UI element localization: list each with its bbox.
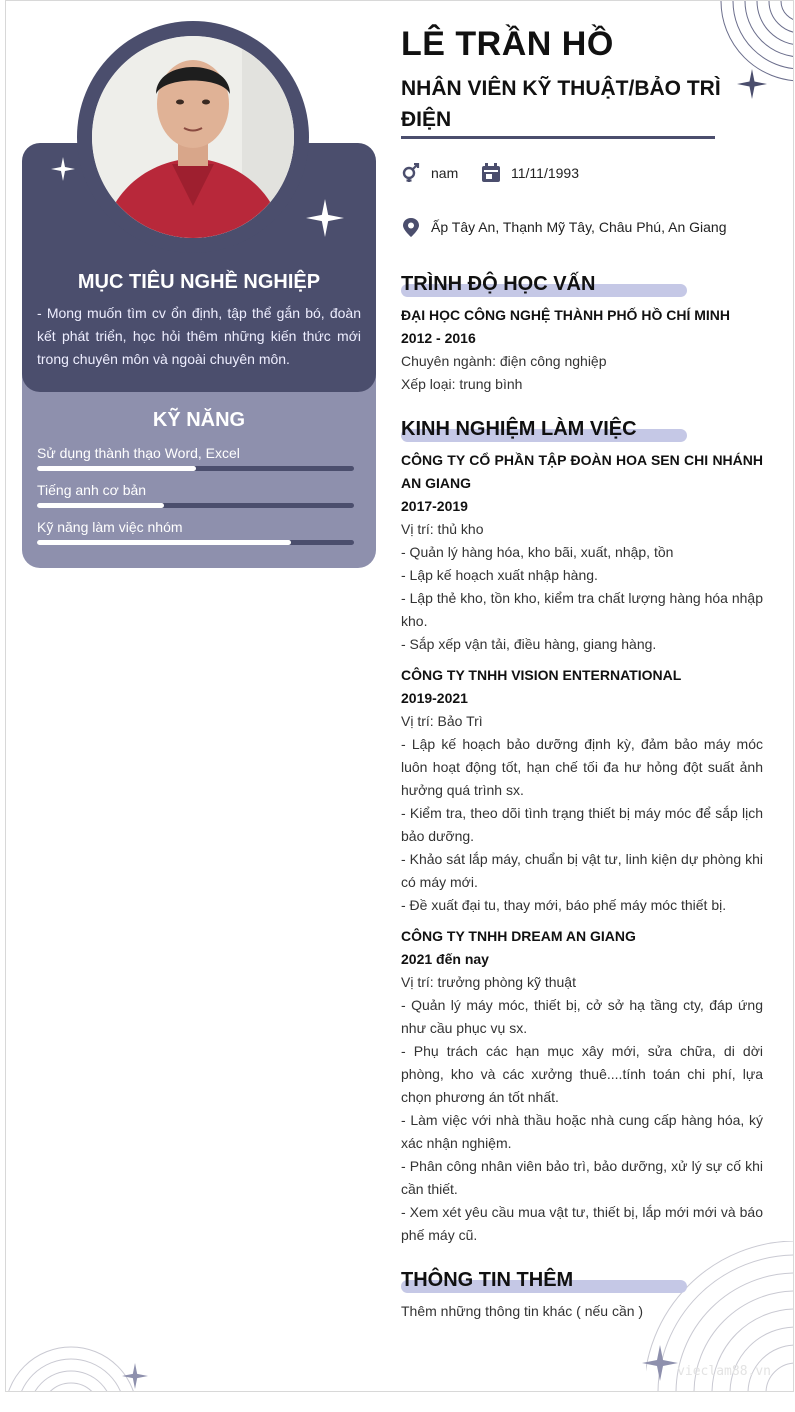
skill-item — [37, 444, 354, 471]
birthday-value: 11/11/1993 — [511, 165, 579, 181]
job-duty: - Lập thẻ kho, tồn kho, kiểm tra chất lượng hàng hóa nhập kho. — [401, 590, 763, 629]
experience-job — [401, 664, 763, 917]
job-duty: - Đề xuất đại tu, thay mới, báo phế máy móc thiết bị. — [401, 897, 727, 913]
gender-icon — [401, 163, 421, 183]
job-position: Vị trí: Bảo Trì — [401, 713, 483, 729]
extra-text: Thêm những thông tin khác ( nếu cần ) — [401, 1303, 644, 1319]
objective-text: - Mong muốn tìm cv ổn định, tập thể gắn bó, đoàn kết phát triển, học hỏi thêm những kiến thức mới trong chuyên môn và ngoài chuyên môn. — [37, 305, 361, 367]
company-name: CÔNG TY CỔ PHẦN TẬP ĐOÀN HOA SEN CHI NHÁNH AN GIANG — [401, 452, 763, 491]
job-duty: - Lập kế hoạch bảo dưỡng định kỳ, đảm bảo máy móc luôn hoạt động tốt, hạn chế tối đa hư hỏng đột suất ảnh hưởng quá trình sx. — [401, 736, 763, 798]
education-block — [401, 304, 763, 396]
person-photo-icon — [92, 36, 294, 238]
job-period: 2021 đến nay — [401, 951, 489, 967]
job-title: NHÂN VIÊN KỸ THUẬT/BẢO TRÌ ĐIỆN — [401, 77, 721, 131]
skill-fill — [37, 540, 291, 545]
job-duty: - Sắp xếp vận tải, điều hàng, giang hàng. — [401, 636, 657, 652]
sparkle-bottom-left-icon — [122, 1363, 148, 1389]
job-duty: - Lập kế hoạch xuất nhập hàng. — [401, 567, 598, 583]
watermark: vieclam88.vn — [677, 1364, 771, 1379]
birthday-row — [481, 163, 579, 183]
school-name: ĐẠI HỌC CÔNG NGHỆ THÀNH PHỐ HỒ CHÍ MINH — [401, 307, 730, 323]
skill-label: Kỹ năng làm việc nhóm — [37, 519, 183, 535]
title-underline — [401, 136, 715, 139]
company-name: CÔNG TY TNHH VISION ENTERNATIONAL — [401, 667, 682, 683]
job-duty: - Quản lý máy móc, thiết bị, cở sở hạ tầng cty, đáp ứng như cầu phục vụ sx. — [401, 997, 763, 1036]
job-duty: - Kiểm tra, theo dõi tình trạng thiết bị máy móc để sắp lịch bảo dưỡng. — [401, 805, 763, 844]
address-value: Ấp Tây An, Thạnh Mỹ Tây, Châu Phú, An Giang — [431, 219, 727, 235]
objective-title: MỤC TIÊU NGHỀ NGHIỆP — [77, 271, 321, 293]
skill-item — [37, 518, 354, 545]
extra-title: THÔNG TIN THÊM — [401, 1269, 574, 1291]
skill-label: Tiếng anh cơ bản — [37, 482, 147, 498]
skill-item — [37, 481, 354, 508]
gender-value: nam — [431, 165, 459, 181]
skill-bar — [37, 466, 354, 471]
skill-fill — [37, 503, 164, 508]
experience-title: KINH NGHIỆM LÀM VIỆC — [401, 418, 637, 440]
company-name: CÔNG TY TNHH DREAM AN GIANG — [401, 928, 636, 944]
experience-job — [401, 925, 763, 1247]
job-duty: - Làm việc với nhà thầu hoặc nhà cung cấp hàng hóa, ký xác nhận nghiệm. — [401, 1112, 763, 1151]
experience-job — [401, 449, 763, 656]
education-period: 2012 - 2016 — [401, 330, 476, 346]
job-period: 2019-2021 — [401, 690, 468, 706]
calendar-icon — [481, 163, 501, 183]
education-title: TRÌNH ĐỘ HỌC VẤN — [401, 273, 596, 295]
sparkle-bottom-right-icon — [642, 1345, 678, 1381]
job-duty: - Xem xét yêu cầu mua vật tư, thiết bị, lắp mới mới và báo phế máy cũ. — [401, 1204, 763, 1243]
skill-bar — [37, 540, 354, 545]
education-rank: Xếp loại: trung bình — [401, 376, 523, 392]
sparkle-top-right-icon — [737, 69, 767, 99]
skill-label: Sử dụng thành thạo Word, Excel — [37, 445, 240, 461]
candidate-name: LÊ TRẦN HỒ — [401, 25, 614, 63]
education-major: Chuyên ngành: điện công nghiệp — [401, 353, 607, 369]
cv-page — [5, 0, 794, 1392]
address-row — [401, 217, 726, 237]
job-period: 2017-2019 — [401, 498, 468, 514]
gender-row — [401, 163, 458, 183]
skills-title: KỸ NĂNG — [152, 409, 246, 431]
job-duty: - Phân công nhân viên bảo trì, bảo dưỡng, xử lý sự cố khi cần thiết. — [401, 1158, 763, 1197]
job-position: Vị trí: thủ kho — [401, 521, 484, 537]
job-duty: - Quản lý hàng hóa, kho bãi, xuất, nhập, tồn — [401, 544, 674, 560]
job-duty: - Khảo sát lắp máy, chuẩn bị vật tư, linh kiện dự phòng khi có máy mới. — [401, 851, 763, 890]
sparkle-right-icon — [306, 199, 344, 237]
job-duty: - Phụ trách các hạn mục xây mới, sửa chữa, di dời phòng, kho và các xưởng thuê....tính toán chi phí, lựa chọn phương án tốt nhất. — [401, 1043, 763, 1105]
skill-fill — [37, 466, 196, 471]
sparkle-left-icon — [51, 157, 75, 181]
avatar — [92, 36, 294, 238]
location-pin-icon — [401, 217, 421, 237]
job-position: Vị trí: trưởng phòng kỹ thuật — [401, 974, 576, 990]
skill-bar — [37, 503, 354, 508]
